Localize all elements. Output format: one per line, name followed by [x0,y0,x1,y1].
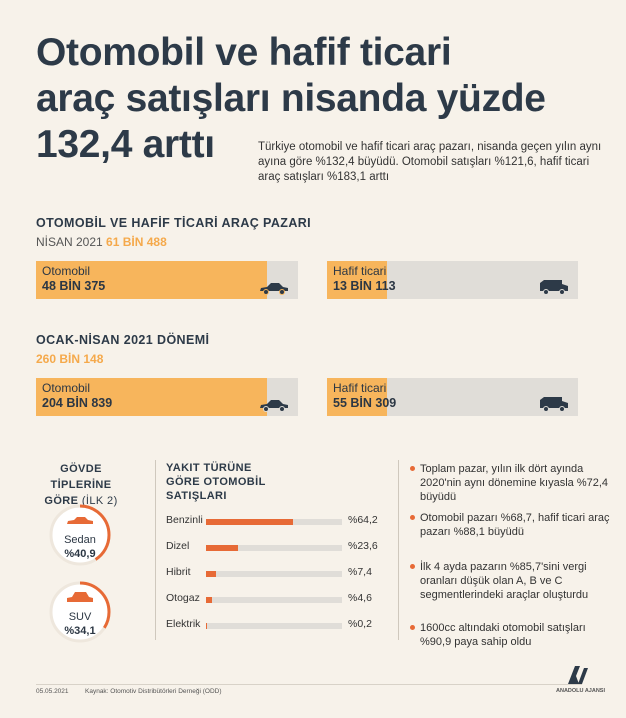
body-types-heading [32,461,130,509]
divider-2 [398,460,399,640]
section1-total: 61 BİN 488 [106,235,167,249]
fuel-bar-otogaz [206,597,212,603]
fuel-value-label: %23,6 [348,540,378,552]
note-item: 1600cc altındaki otomobil satışları %90,9 paya sahip oldu [410,621,610,649]
sedan-pct: %40,9 [64,548,96,560]
fuel-bar-hibrit [206,571,216,577]
fuel-bar-track [206,623,342,629]
s1-otomobil-text [42,264,105,294]
section2-total: 260 BİN 148 [36,352,104,366]
s1-hafif-value: 13 BİN 113 [333,279,396,293]
logo-text: ANADOLU AJANSI [556,688,605,694]
s2-otomobil-bar [36,378,298,416]
car-icon [258,398,290,412]
fuel-category-label: Dizel [166,540,190,552]
van-icon [538,396,570,412]
title-line-1: Otomobil ve hafif ticari [36,31,452,74]
s2-otomobil-text [42,381,112,411]
note-item: Toplam pazar, yılın ilk dört ayında 2020'nin aynı dönemine kıyasla %72,4 büyüdü [410,462,610,504]
fuel-bar-benzinli [206,519,293,525]
fuel-bar-track [206,545,342,551]
van-icon [538,279,570,295]
footer-rule [36,684,582,685]
title-line-3: 132,4 arttı [36,123,215,166]
section1-period [36,235,167,249]
fuel-bar-track [206,519,342,525]
body-types-heading-2: GÖRE (İLK 2) [44,495,118,507]
fuel-value-label: %0,2 [348,618,372,630]
body-types-heading-1: GÖVDE TİPLERİNE [50,463,112,491]
s1-otomobil-label: Otomobil [42,264,91,278]
section1-period-label: NİSAN 2021 [36,235,103,249]
fuel-chart [166,514,386,644]
fuel-row-dizel [166,540,386,558]
footer-source: Kaynak: Otomotiv Distribütörleri Derneği (ODD) [85,688,222,695]
s2-hafif-label: Hafif ticari [333,381,387,395]
s2-hafif-bar [327,378,578,416]
notes-list [410,462,615,652]
s1-otomobil-value: 48 BİN 375 [42,279,106,293]
s1-hafif-label: Hafif ticari [333,264,387,278]
suv-label: SUV [68,611,92,623]
suv-ring [48,580,112,649]
s1-otomobil-bar [36,261,298,299]
s2-hafif-text [333,381,396,411]
sedan-label: Sedan [64,534,96,546]
section1-heading: OTOMOBİL VE HAFİF TİCARİ ARAÇ PAZARI [36,216,312,230]
s1-hafif-text [333,264,396,294]
fuel-category-label: Elektrik [166,618,201,630]
fuel-row-elektrik [166,618,386,636]
fuel-bar-dizel [206,545,238,551]
sedan-ring [48,503,112,572]
fuel-row-benzinli [166,514,386,532]
fuel-row-otogaz [166,592,386,610]
s2-otomobil-label: Otomobil [42,381,91,395]
lead-paragraph: Türkiye otomobil ve hafif ticari araç pazarı, nisanda geçen yılın aynı ayına göre %132,4 büyüdü. Otomobil satışları %121,6, hafif ticari araç satışları %183,1 arttı [258,141,602,183]
fuel-category-label: Otogaz [166,592,200,604]
fuel-bar-track [206,597,342,603]
suv-pct: %34,1 [64,625,96,637]
s2-otomobil-value: 204 BİN 839 [42,396,113,410]
fuel-category-label: Benzinli [166,514,203,526]
fuel-bar-track [206,571,342,577]
note-item: İlk 4 ayda pazarın %85,7'sini vergi oranları düşük olan A, B ve C segmentlerindeki araçlar oluşturdu [410,560,610,602]
fuel-value-label: %4,6 [348,592,372,604]
s2-hafif-value: 55 BİN 309 [333,396,397,410]
note-item: Otomobil pazarı %68,7, hafif ticari araç pazarı %88,1 büyüdü [410,511,610,539]
fuel-value-label: %64,2 [348,514,378,526]
car-icon [258,281,290,295]
footer-date: 05.05.2021 [36,688,69,695]
section2-heading: OCAK-NİSAN 2021 DÖNEMİ [36,333,210,347]
fuel-chart-title: YAKIT TÜRÜNE GÖRE OTOMOBİL SATIŞLARI [166,462,266,502]
aa-logo-icon [566,664,590,686]
divider-1 [155,460,156,640]
fuel-category-label: Hibrit [166,566,191,578]
title-line-2: araç satışları nisanda yüzde [36,77,546,120]
fuel-row-hibrit [166,566,386,584]
fuel-value-label: %7,4 [348,566,372,578]
s1-hafif-bar [327,261,578,299]
